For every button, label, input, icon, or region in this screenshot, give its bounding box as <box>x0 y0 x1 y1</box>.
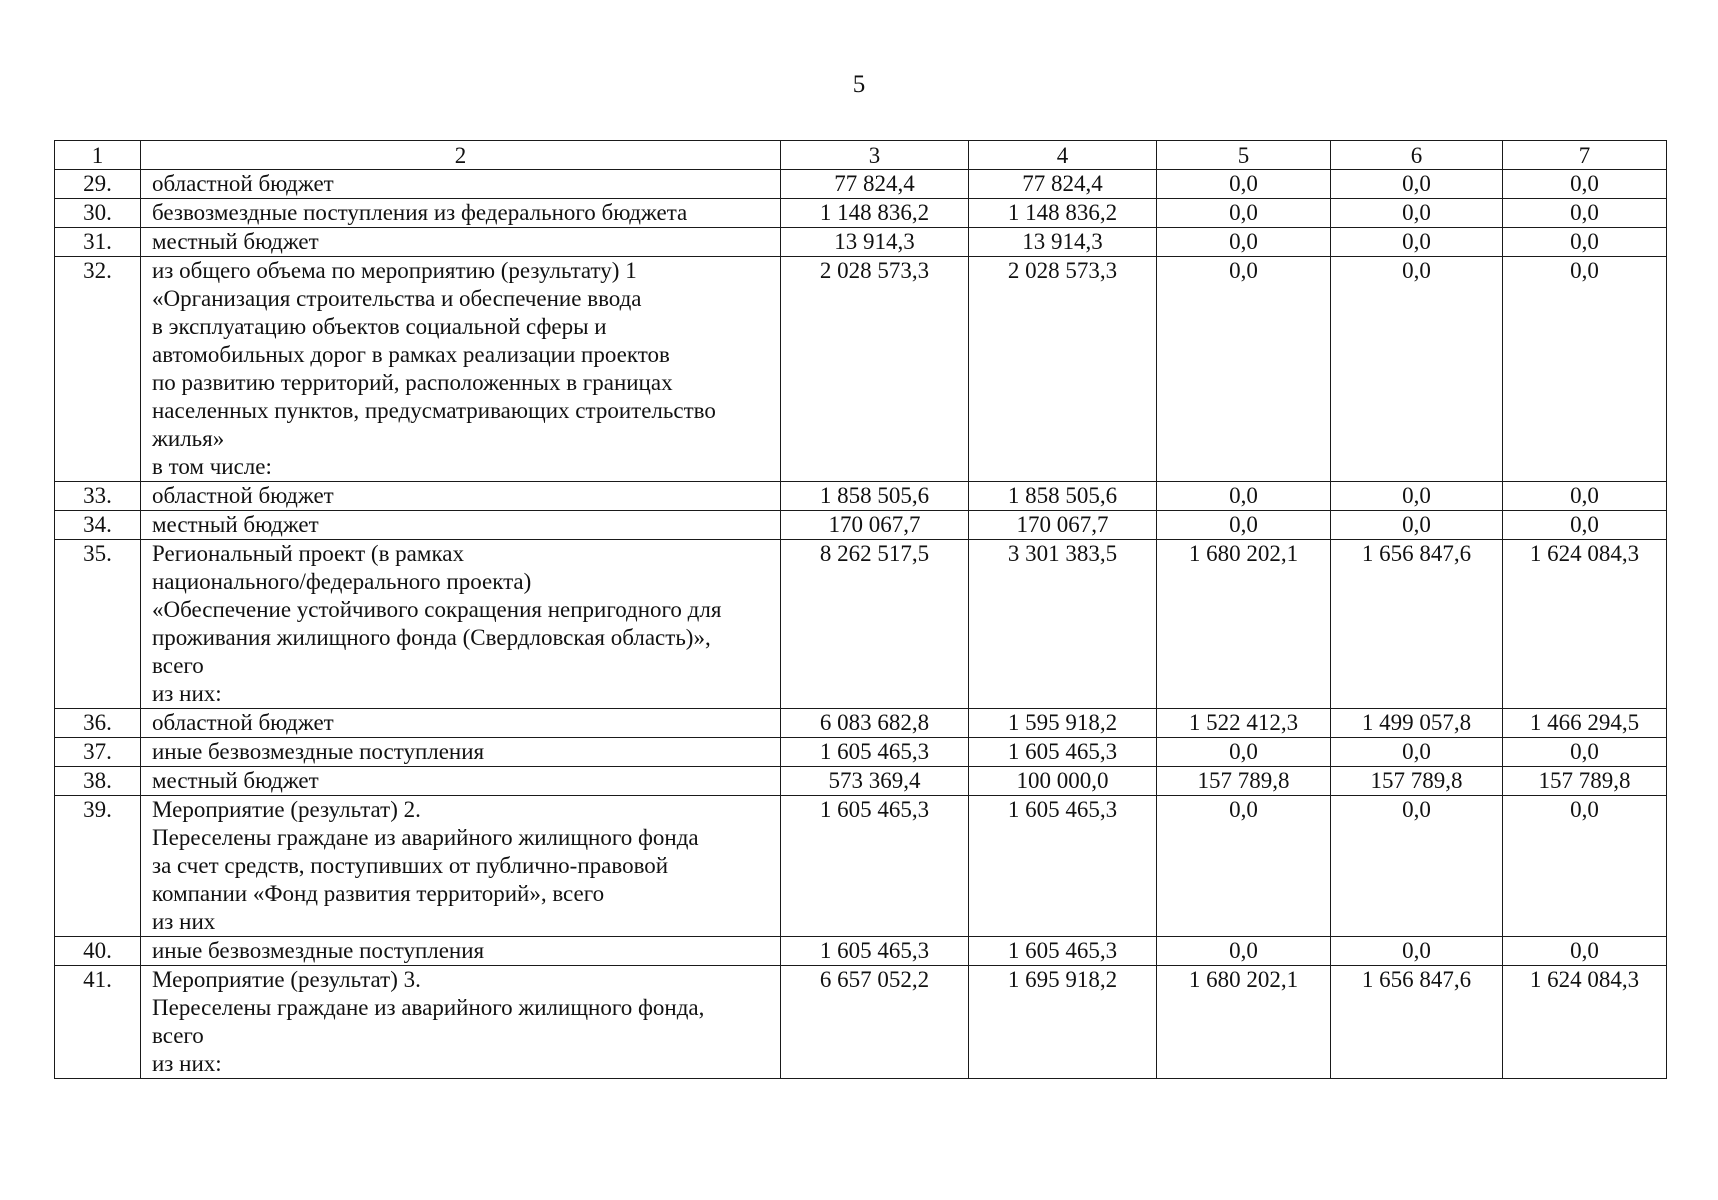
table-row <box>55 540 1667 709</box>
row-number: 31. <box>55 228 141 257</box>
value-cell: 1 605 465,3 <box>781 937 969 966</box>
description-line: национального/федерального проекта) <box>152 569 532 594</box>
row-number: 30. <box>55 199 141 228</box>
description-line: из них: <box>152 1051 222 1076</box>
row-number: 34. <box>55 511 141 540</box>
row-number: 33. <box>55 482 141 511</box>
column-header: 4 <box>969 141 1157 170</box>
row-number: 36. <box>55 709 141 738</box>
description-line: в том числе: <box>152 454 272 479</box>
page-number: 5 <box>852 71 866 98</box>
description-line: Мероприятие (результат) 2. <box>152 797 421 822</box>
row-description <box>141 170 781 199</box>
value-cell: 0,0 <box>1331 228 1503 257</box>
value-cell: 0,0 <box>1503 511 1667 540</box>
row-number: 35. <box>55 540 141 709</box>
row-description <box>141 540 781 709</box>
description-line: по развитию территорий, расположенных в границах <box>152 370 673 395</box>
value-cell: 0,0 <box>1503 937 1667 966</box>
column-header: 2 <box>141 141 781 170</box>
table-row <box>55 709 1667 738</box>
value-cell: 77 824,4 <box>781 170 969 199</box>
value-cell: 157 789,8 <box>1157 767 1331 796</box>
description-line: всего <box>152 1023 204 1048</box>
value-cell: 1 695 918,2 <box>969 966 1157 1079</box>
value-cell: 1 605 465,3 <box>969 738 1157 767</box>
row-description <box>141 257 781 482</box>
description-line: Мероприятие (результат) 3. <box>152 967 421 992</box>
value-cell: 0,0 <box>1503 228 1667 257</box>
row-description <box>141 966 781 1079</box>
row-description <box>141 482 781 511</box>
column-header: 1 <box>55 141 141 170</box>
column-header: 3 <box>781 141 969 170</box>
table-row <box>55 170 1667 199</box>
value-cell: 573 369,4 <box>781 767 969 796</box>
value-cell: 0,0 <box>1331 511 1503 540</box>
value-cell: 6 657 052,2 <box>781 966 969 1079</box>
value-cell: 1 858 505,6 <box>781 482 969 511</box>
budget-table <box>54 140 1667 1079</box>
value-cell: 1 605 465,3 <box>781 796 969 937</box>
value-cell: 0,0 <box>1157 796 1331 937</box>
description-line: Переселены граждане из аварийного жилищного фонда, <box>152 995 705 1020</box>
value-cell: 1 466 294,5 <box>1503 709 1667 738</box>
value-cell: 100 000,0 <box>969 767 1157 796</box>
value-cell: 1 624 084,3 <box>1503 540 1667 709</box>
table-row <box>55 482 1667 511</box>
value-cell: 0,0 <box>1503 257 1667 482</box>
value-cell: 0,0 <box>1503 170 1667 199</box>
description-line: всего <box>152 653 204 678</box>
description-line: безвозмездные поступления из федерального бюджета <box>152 200 688 225</box>
description-line: иные безвозмездные поступления <box>152 938 485 963</box>
table-row <box>55 966 1667 1079</box>
row-number: 32. <box>55 257 141 482</box>
value-cell: 1 656 847,6 <box>1331 966 1503 1079</box>
description-line: областной бюджет <box>152 483 334 508</box>
value-cell: 0,0 <box>1503 738 1667 767</box>
row-description <box>141 738 781 767</box>
row-description <box>141 796 781 937</box>
value-cell: 2 028 573,3 <box>969 257 1157 482</box>
value-cell: 0,0 <box>1157 199 1331 228</box>
description-line: Региональный проект (в рамках <box>152 541 464 566</box>
description-line: проживания жилищного фонда (Свердловская область)», <box>152 625 711 650</box>
column-header: 7 <box>1503 141 1667 170</box>
value-cell: 1 148 836,2 <box>969 199 1157 228</box>
column-header: 6 <box>1331 141 1503 170</box>
row-number: 41. <box>55 966 141 1079</box>
value-cell: 0,0 <box>1157 738 1331 767</box>
value-cell: 170 067,7 <box>969 511 1157 540</box>
row-description <box>141 767 781 796</box>
value-cell: 1 148 836,2 <box>781 199 969 228</box>
value-cell: 0,0 <box>1331 738 1503 767</box>
description-line: из них: <box>152 681 222 706</box>
description-line: Переселены граждане из аварийного жилищного фонда <box>152 825 699 850</box>
value-cell: 0,0 <box>1331 937 1503 966</box>
value-cell: 157 789,8 <box>1503 767 1667 796</box>
row-description <box>141 511 781 540</box>
value-cell: 0,0 <box>1503 482 1667 511</box>
value-cell: 1 858 505,6 <box>969 482 1157 511</box>
row-number: 37. <box>55 738 141 767</box>
value-cell: 1 680 202,1 <box>1157 540 1331 709</box>
description-line: иные безвозмездные поступления <box>152 739 485 764</box>
row-description <box>141 709 781 738</box>
value-cell: 170 067,7 <box>781 511 969 540</box>
table-row <box>55 228 1667 257</box>
value-cell: 0,0 <box>1157 257 1331 482</box>
value-cell: 3 301 383,5 <box>969 540 1157 709</box>
value-cell: 0,0 <box>1331 257 1503 482</box>
description-line: из общего объема по мероприятию (результату) 1 <box>152 258 637 283</box>
table-row <box>55 738 1667 767</box>
row-description <box>141 937 781 966</box>
value-cell: 1 595 918,2 <box>969 709 1157 738</box>
description-line: «Обеспечение устойчивого сокращения непригодного для <box>152 597 722 622</box>
description-line: компании «Фонд развития территорий», всего <box>152 881 605 906</box>
table-row <box>55 937 1667 966</box>
value-cell: 0,0 <box>1157 937 1331 966</box>
description-line: «Организация строительства и обеспечение ввода <box>152 286 642 311</box>
table-row <box>55 767 1667 796</box>
value-cell: 1 522 412,3 <box>1157 709 1331 738</box>
value-cell: 8 262 517,5 <box>781 540 969 709</box>
description-line: местный бюджет <box>152 229 319 254</box>
table-body <box>55 170 1667 1079</box>
header-row <box>55 141 1667 170</box>
value-cell: 0,0 <box>1157 228 1331 257</box>
value-cell: 0,0 <box>1331 170 1503 199</box>
value-cell: 13 914,3 <box>969 228 1157 257</box>
value-cell: 0,0 <box>1157 482 1331 511</box>
description-line: областной бюджет <box>152 171 334 196</box>
value-cell: 1 499 057,8 <box>1331 709 1503 738</box>
table-row <box>55 257 1667 482</box>
table-row <box>55 511 1667 540</box>
value-cell: 2 028 573,3 <box>781 257 969 482</box>
description-line: за счет средств, поступивших от публично-правовой <box>152 853 669 878</box>
description-line: населенных пунктов, предусматривающих строительство <box>152 398 716 423</box>
description-line: местный бюджет <box>152 768 319 793</box>
table-row <box>55 796 1667 937</box>
row-number: 40. <box>55 937 141 966</box>
column-header: 5 <box>1157 141 1331 170</box>
value-cell: 1 605 465,3 <box>781 738 969 767</box>
value-cell: 1 680 202,1 <box>1157 966 1331 1079</box>
row-number: 39. <box>55 796 141 937</box>
value-cell: 77 824,4 <box>969 170 1157 199</box>
value-cell: 0,0 <box>1503 796 1667 937</box>
value-cell: 0,0 <box>1503 199 1667 228</box>
description-line: областной бюджет <box>152 710 334 735</box>
value-cell: 0,0 <box>1331 482 1503 511</box>
value-cell: 1 605 465,3 <box>969 937 1157 966</box>
row-number: 29. <box>55 170 141 199</box>
row-number: 38. <box>55 767 141 796</box>
value-cell: 0,0 <box>1331 199 1503 228</box>
table-row <box>55 199 1667 228</box>
description-line: автомобильных дорог в рамках реализации проектов <box>152 342 670 367</box>
value-cell: 1 605 465,3 <box>969 796 1157 937</box>
description-line: местный бюджет <box>152 512 319 537</box>
value-cell: 6 083 682,8 <box>781 709 969 738</box>
value-cell: 157 789,8 <box>1331 767 1503 796</box>
description-line: в эксплуатацию объектов социальной сферы и <box>152 314 607 339</box>
value-cell: 0,0 <box>1157 170 1331 199</box>
value-cell: 0,0 <box>1157 511 1331 540</box>
value-cell: 13 914,3 <box>781 228 969 257</box>
description-line: жилья» <box>152 426 225 451</box>
row-description <box>141 199 781 228</box>
value-cell: 0,0 <box>1331 796 1503 937</box>
description-line: из них <box>152 909 216 934</box>
row-description <box>141 228 781 257</box>
value-cell: 1 624 084,3 <box>1503 966 1667 1079</box>
value-cell: 1 656 847,6 <box>1331 540 1503 709</box>
